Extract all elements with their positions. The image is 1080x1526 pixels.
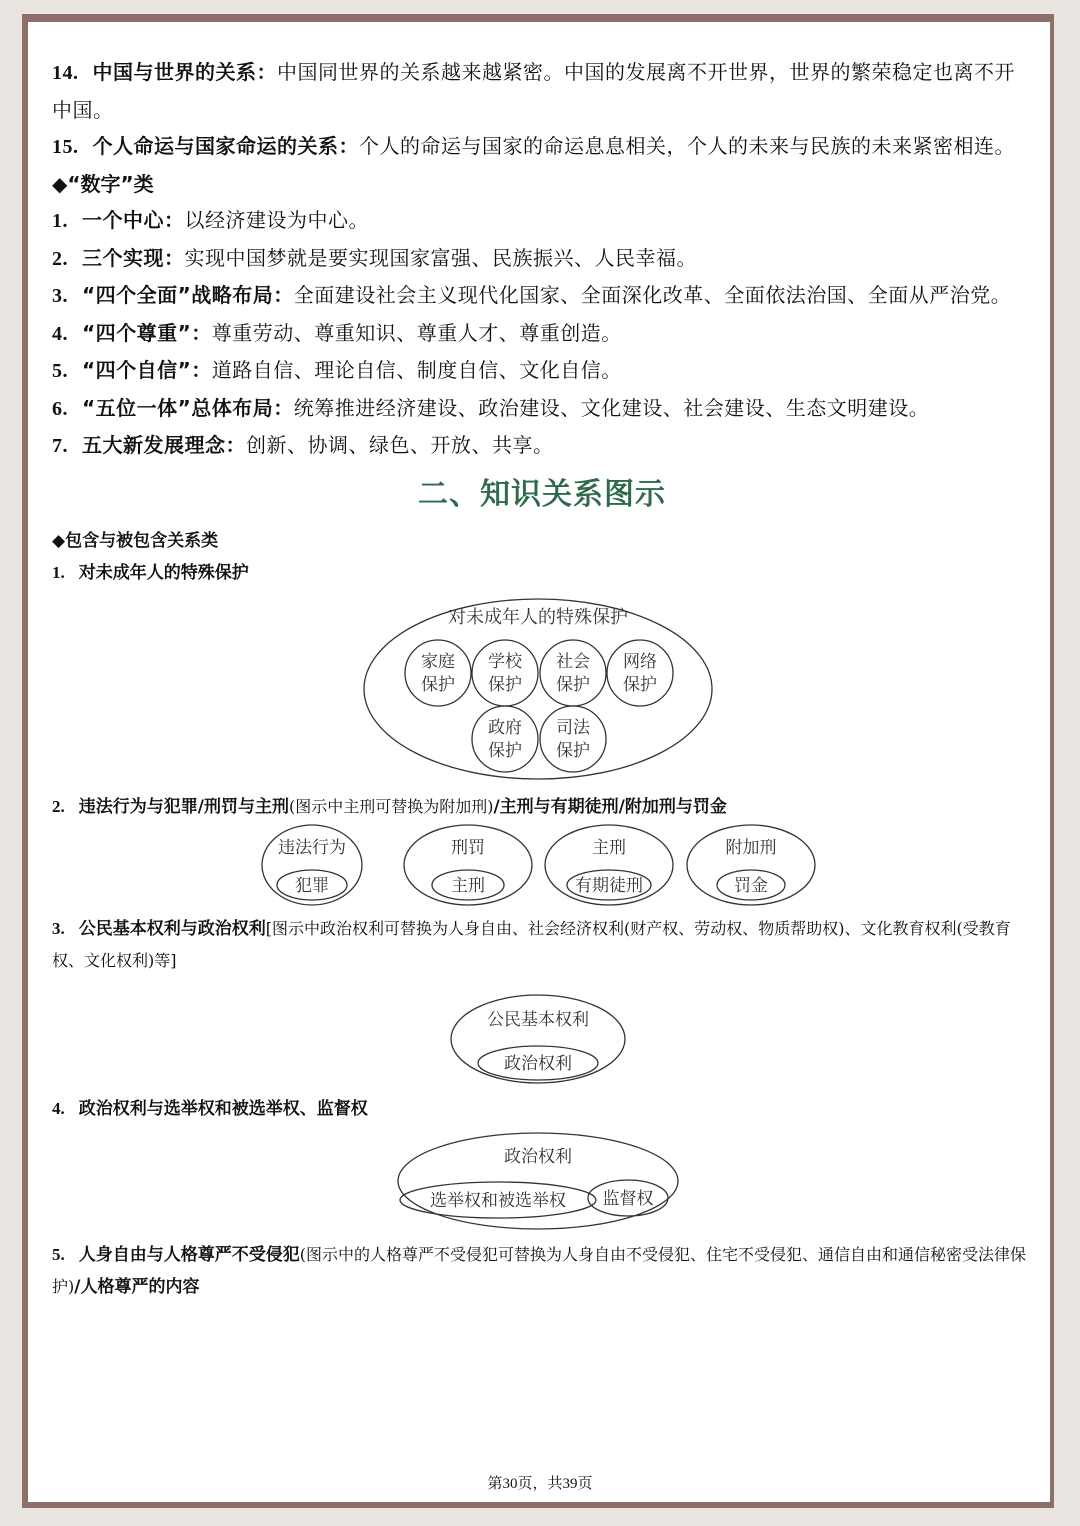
list-item bbox=[52, 277, 1032, 315]
item-text: 尊重劳动、尊重知识、尊重人才、尊重创造。 bbox=[211, 320, 622, 345]
numbers-category-heading: ◆“数字”类 bbox=[52, 171, 154, 196]
item-title: “四个全面”战略布局： bbox=[82, 283, 294, 307]
list-item bbox=[52, 202, 1032, 240]
item-number: 3. bbox=[52, 918, 65, 938]
outer-label: 对未成年人的特殊保护 bbox=[448, 606, 628, 628]
item-number: 15. bbox=[52, 136, 79, 158]
item-title: “五位一体”总体布局： bbox=[82, 395, 294, 420]
pair-penalty-principal bbox=[404, 825, 532, 905]
item-number: 14. bbox=[52, 62, 79, 84]
page-content bbox=[52, 54, 1032, 1303]
diagram4-political-rights bbox=[52, 1125, 1032, 1235]
item-text: 道路自信、理论自信、制度自信、文化自信。 bbox=[211, 358, 622, 382]
item-number: 4. bbox=[52, 322, 68, 345]
heading-text: 公民基本权利与政治权利 bbox=[78, 918, 266, 939]
circle-label: 网络 bbox=[623, 651, 657, 672]
item-number: 2. bbox=[52, 247, 68, 270]
circle-label: 学校 bbox=[488, 651, 522, 672]
numbers-list bbox=[52, 202, 1032, 465]
list-item bbox=[52, 390, 1032, 428]
item-text: 以经济建设为中心。 bbox=[184, 208, 369, 232]
circle-government bbox=[472, 706, 538, 772]
list-item bbox=[52, 315, 1032, 353]
heading-text: 违法行为与犯罪/刑罚与主刑 bbox=[78, 796, 289, 817]
list-item bbox=[52, 427, 1032, 465]
heading-note: (图示中的人格尊严不受侵犯可替换为人身自由不受侵犯、住宅不受侵犯、通信自由和通信秘密受法律保护) bbox=[52, 1244, 1026, 1296]
circle-label: 家庭 bbox=[421, 651, 455, 672]
diagram2-heading bbox=[52, 791, 1032, 823]
circle-label: 政府 bbox=[488, 717, 522, 738]
circle-school bbox=[472, 640, 538, 706]
item-number: 6. bbox=[52, 397, 68, 420]
pair-supplementary-fine bbox=[687, 825, 815, 905]
inner-label: 政治权利 bbox=[504, 1053, 572, 1074]
item-text: 实现中国梦就是要实现国家富强、民族振兴、人民幸福。 bbox=[184, 245, 697, 270]
circle-label: 司法 bbox=[556, 717, 590, 738]
item-title: 一个中心： bbox=[82, 208, 185, 232]
circle-society bbox=[540, 640, 606, 706]
item-title: 个人命运与国家命运的关系： bbox=[92, 134, 359, 158]
item-title: “四个自信”： bbox=[82, 358, 212, 382]
item-number: 7. bbox=[52, 435, 68, 457]
outer-label: 公民基本权利 bbox=[487, 1009, 589, 1030]
page-footer: 第30页，共39页 bbox=[487, 1476, 593, 1492]
list-item bbox=[52, 352, 1032, 390]
inner-label: 选举权和被选举权 bbox=[430, 1190, 566, 1211]
diagram3-basic-rights bbox=[52, 977, 1032, 1089]
inner-label: 犯罪 bbox=[295, 875, 329, 896]
inner-label: 监督权 bbox=[602, 1188, 654, 1209]
item-text: 中国同世界的关系越来越紧密。中国的发展离不开世界，世界的繁荣稳定也离不开中国。 bbox=[52, 60, 1015, 122]
inner-label: 有期徒刑 bbox=[575, 875, 643, 896]
circle-label: 保护 bbox=[488, 740, 522, 761]
diagram1-minor-protection bbox=[52, 589, 1032, 785]
item-number: 3. bbox=[52, 285, 68, 307]
circle-label: 保护 bbox=[556, 740, 590, 761]
outer-label: 违法行为 bbox=[278, 837, 346, 858]
item-text: 全面建设社会主义现代化国家、全面深化改革、全面依法治国、全面从严治党。 bbox=[293, 283, 1012, 307]
circle-judicial bbox=[540, 706, 606, 772]
circle-label: 保护 bbox=[421, 674, 455, 695]
item-text: 创新、协调、绿色、开放、共享。 bbox=[246, 433, 554, 457]
item-number: 4. bbox=[52, 1098, 65, 1118]
list-item bbox=[52, 240, 1032, 278]
item-title: “四个尊重”： bbox=[82, 320, 212, 345]
outer-label: 刑罚 bbox=[451, 837, 485, 858]
item-number: 2. bbox=[52, 796, 65, 816]
item-number: 1. bbox=[52, 562, 65, 582]
circle-label: 保护 bbox=[556, 674, 590, 695]
item-number: 1. bbox=[52, 210, 68, 232]
heading-text: 人身自由与人格尊严不受侵犯 bbox=[78, 1244, 300, 1265]
item-number: 5. bbox=[52, 360, 68, 382]
inner-label: 主刑 bbox=[451, 875, 485, 896]
heading-note: [图示中政治权利可替换为人身自由、社会经济权利(财产权、劳动权、物质帮助权)、文化教育权利(受教育权、文化权利)等] bbox=[52, 918, 1011, 970]
item5-heading bbox=[52, 1239, 1032, 1303]
item-15 bbox=[52, 128, 1032, 166]
section-title: 二、知识关系图示 bbox=[418, 476, 666, 512]
diagram3-heading bbox=[52, 913, 1032, 977]
heading-note: (图示中主刑可替换为附加刑) bbox=[288, 796, 494, 816]
item-title: 三个实现： bbox=[82, 245, 185, 270]
diagram1-heading bbox=[52, 557, 1032, 589]
circle-label: 社会 bbox=[556, 651, 590, 672]
item-14 bbox=[52, 54, 1032, 128]
heading-tail: /主刑与有期徒刑/附加刑与罚金 bbox=[493, 796, 727, 817]
outer-label: 政治权利 bbox=[504, 1146, 572, 1167]
circle-label: 保护 bbox=[623, 674, 657, 695]
diagram2-pairs bbox=[52, 823, 1032, 909]
pair-illegal-crime bbox=[262, 825, 362, 905]
heading-text: 政治权利与选举权和被选举权、监督权 bbox=[78, 1098, 368, 1119]
item-text: 统筹推进经济建设、政治建设、文化建设、社会建设、生态文明建设。 bbox=[293, 395, 930, 420]
circle-label: 保护 bbox=[488, 674, 522, 695]
item-text: 个人的命运与国家的命运息息相关，个人的未来与民族的未来紧密相连。 bbox=[359, 134, 1015, 158]
heading-text: 对未成年人的特殊保护 bbox=[78, 562, 249, 583]
item-number: 5. bbox=[52, 1244, 65, 1264]
circle-network bbox=[607, 640, 673, 706]
diagram4-heading bbox=[52, 1093, 1032, 1125]
item-title: 中国与世界的关系： bbox=[92, 60, 277, 84]
outer-label: 主刑 bbox=[592, 837, 626, 858]
inner-label: 罚金 bbox=[734, 875, 768, 896]
heading-tail: /人格尊严的内容 bbox=[74, 1276, 200, 1297]
item-title: 五大新发展理念： bbox=[82, 433, 246, 457]
circle-family bbox=[405, 640, 471, 706]
inclusion-category-heading: ◆包含与被包含关系类 bbox=[52, 530, 219, 551]
outer-label: 附加刑 bbox=[725, 837, 777, 858]
pair-principal-fixed-term bbox=[545, 825, 673, 905]
